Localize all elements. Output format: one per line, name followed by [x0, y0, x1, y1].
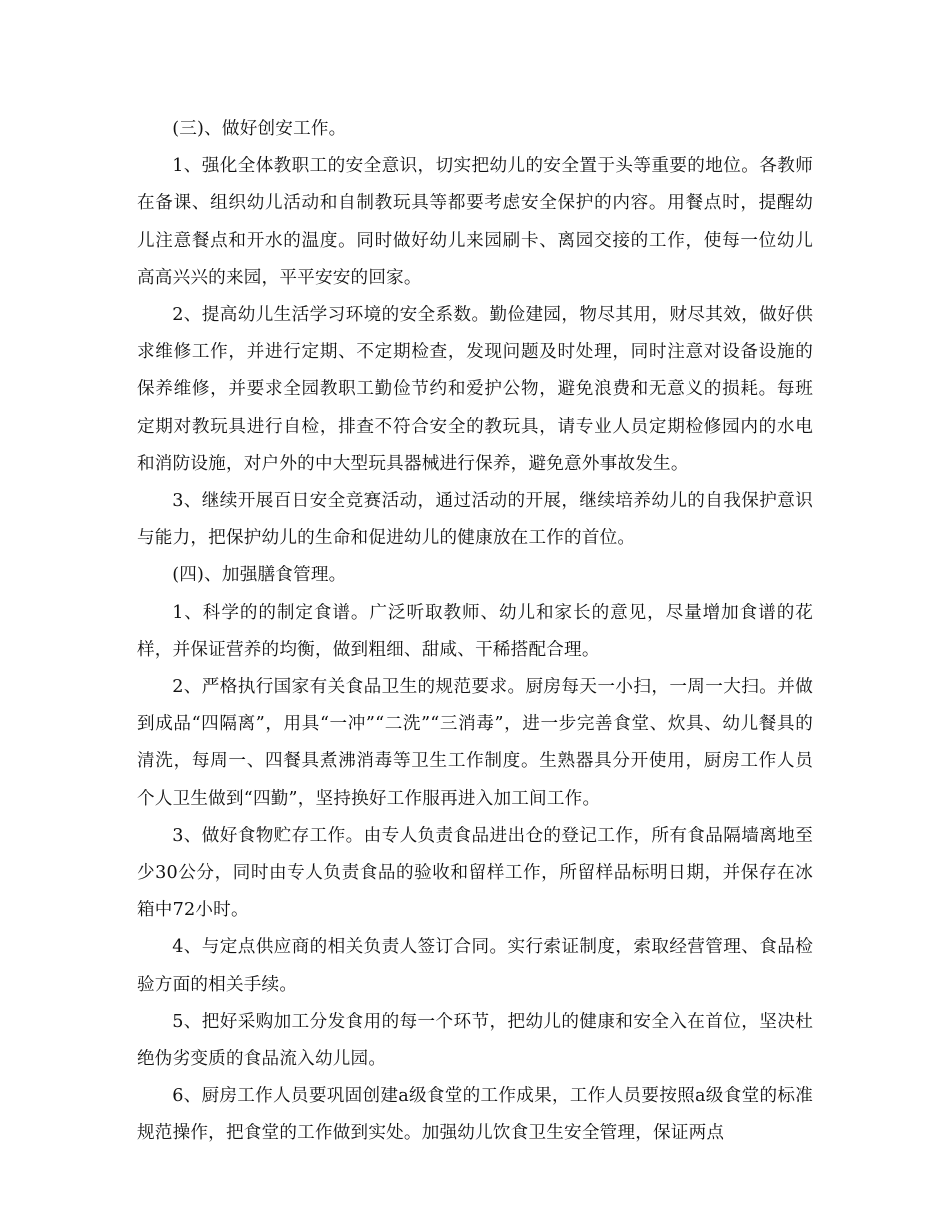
paragraph-safety-3: 3、继续开展百日安全竞赛活动，通过活动的开展，继续培养幼儿的自我保护意识与能力，把保护幼儿的生命和促进幼儿的健康放在工作的首位。 — [137, 491, 813, 549]
paragraph-safety-1: 1、强化全体教职工的安全意识，切实把幼儿的安全置于头等重要的地位。各教师在备课、组织幼儿活动和自制教玩具等都要考虑安全保护的内容。用餐点时，提醒幼儿注意餐点和开水的温度。同时做好幼儿来园刷卡、离园交接的工作，使每一位幼儿高高兴兴的来园，平平安安的回家。 — [137, 156, 813, 288]
paragraph-safety-2: 2、提高幼儿生活学习环境的安全系数。勤俭建园，物尽其用，财尽其效，做好供求维修工作，并进行定期、不定期检查，发现问题及时处理，同时注意对设备设施的保养维修，并要求全园教职工勤俭节约和爱护公物，避免浪费和无意义的损耗。每班定期对教玩具进行自检，排查不符合安全的教玩具，请专业人员定期检修园内的水电和消防设施，对户外的中大型玩具器械进行保养，避免意外事故发生。 — [137, 305, 813, 474]
paragraph-meals-3: 3、做好食物贮存工作。由专人负责食品进出仓的登记工作，所有食品隔墙离地至少30公分，同时由专人负责食品的验收和留样工作，所留样品标明日期，并保存在冰箱中72小时。 — [137, 825, 813, 921]
document-body — [137, 111, 813, 1153]
paragraph-meals-6: 6、厨房工作人员要巩固创建a级食堂的工作成果，工作人员要按照a级食堂的标准规范操作，把食堂的工作做到实处。加强幼儿饮食卫生安全管理，保证两点 — [137, 1086, 813, 1144]
paragraph-meals-4: 4、与定点供应商的相关负责人签订合同。实行索证制度，索取经营管理、食品检验方面的相关手续。 — [137, 937, 813, 995]
section-heading-safety: (三)、做好创安工作。 — [172, 119, 347, 139]
paragraph-meals-1: 1、科学的的制定食谱。广泛听取教师、幼儿和家长的意见，尽量增加食谱的花样，并保证营养的均衡，做到粗细、甜咸、干稀搭配合理。 — [137, 602, 813, 660]
section-heading-meals: (四)、加强膳食管理。 — [172, 565, 347, 586]
paragraph-meals-5: 5、把好采购加工分发食用的每一个环节，把幼儿的健康和安全入在首位，坚决杜绝伪劣变质的食品流入幼儿园。 — [137, 1011, 813, 1070]
paragraph-meals-2: 2、严格执行国家有关食品卫生的规范要求。厨房每天一小扫，一周一大扫。并做到成品“四隔离”，用具“一冲”“二洗”“三消毒”，进一步完善食堂、炊具、幼儿餐具的清洗，每周一、四餐具煮沸消毒等卫生工作制度。生熟器具分开使用，厨房工作人员个人卫生做到“四勤”，坚持换好工作服再进入加工间工作。 — [137, 677, 813, 809]
